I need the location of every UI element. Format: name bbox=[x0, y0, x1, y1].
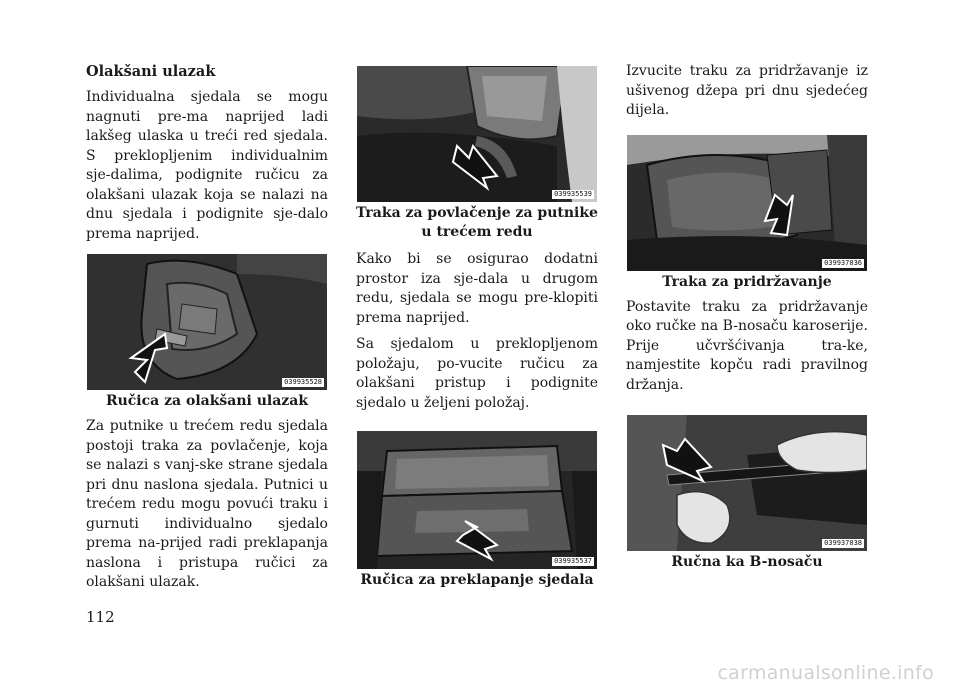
photo-easy-entry-lever bbox=[87, 254, 327, 390]
figure-caption: Ručica za olakšani ulazak bbox=[105, 393, 309, 409]
seat-photo-graphic bbox=[357, 431, 597, 569]
column-2 bbox=[356, 66, 598, 596]
figure-caption: Ručna ka B-nosaču bbox=[671, 554, 823, 570]
paragraph: Sa sjedalom u preklopljenom položaju, po-vucite ručicu za olakšani pristup i podignite sjedalo u željeni položaj. bbox=[356, 336, 598, 411]
photo-pull-strap bbox=[357, 66, 597, 202]
page-number: 112 bbox=[86, 608, 115, 626]
paragraph: Individualna sjedala se mogu nagnuti pre-ma naprijed ladi lakšeg ulaska u treći red sjedala. S preklopljenim individualnim sje-dalima, podignite ručicu za olakšani ulazak koja se nalazi na dnu sjedala i podignite sje-dalo prema naprijed. bbox=[86, 89, 328, 242]
figure-caption: Traka za pridržavanje bbox=[662, 273, 832, 290]
seat-photo-graphic bbox=[357, 66, 597, 202]
column-3 bbox=[626, 62, 868, 578]
seat-photo-graphic bbox=[627, 415, 867, 551]
figure-caption bbox=[356, 204, 598, 242]
seat-photo-graphic bbox=[627, 135, 867, 271]
paragraph: Postavite traku za pridržavanje oko ručke na B-nosaču karoserije. Prije učvršćivanja tra-ke, namjestite kopču radi pravilnog držanja. bbox=[626, 298, 868, 393]
seat-photo-graphic bbox=[87, 254, 327, 390]
photo-code: 039937036 bbox=[824, 258, 862, 267]
photo-tether-strap bbox=[627, 135, 867, 271]
photo-code: 039935528 bbox=[284, 378, 322, 386]
photo-fold-lever bbox=[357, 431, 597, 569]
caption-line-2: u trećem redu bbox=[421, 224, 533, 240]
watermark: carmanualsonline.info bbox=[717, 662, 934, 684]
caption-line-1: Traka za povlačenje za putnike bbox=[356, 205, 598, 221]
paragraph: Izvucite traku za pridržavanje iz ušivenog džepa pri dnu sjedećeg dijela. bbox=[626, 63, 868, 118]
photo-code: 039937038 bbox=[824, 539, 862, 547]
paragraph: Kako bi se osigurao dodatni prostor iza sje-dala u drugom redu, sjedala se mogu pre-klopiti prema naprijed. bbox=[356, 251, 598, 326]
photo-code: 039935537 bbox=[554, 557, 592, 565]
photo-code: 039935539 bbox=[554, 190, 592, 198]
column-1 bbox=[86, 62, 328, 600]
section-heading: Olakšani ulazak bbox=[86, 63, 216, 80]
paragraph: Za putnike u trećem redu sjedala postoji traka za povlačenje, koja se nalazi s vanj-ske strane sjedala pri dnu naslona sjedala. Putnici u trećem redu mogu povući traku i gurnuti individualno sjedalo prema na-prijed radi preklapanja naslona i pristupa ručici za olakšani ulazak. bbox=[86, 418, 328, 590]
photo-b-pillar bbox=[627, 415, 867, 551]
figure-caption: Ručica za preklapanje sjedala bbox=[360, 572, 594, 588]
